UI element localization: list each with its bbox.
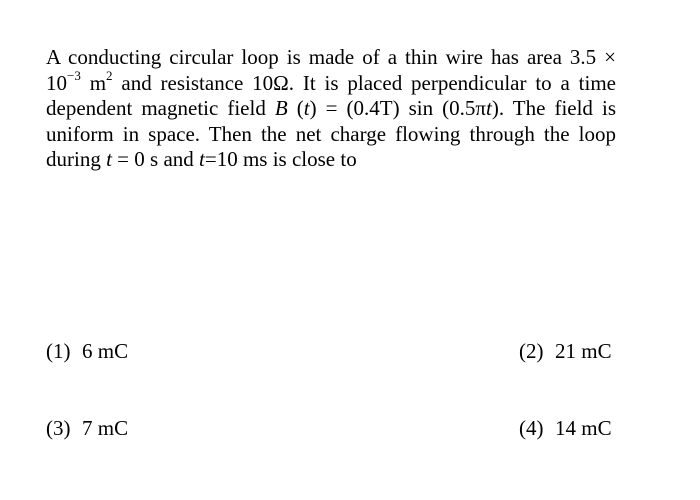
option-number: (3) bbox=[46, 416, 71, 440]
question-text-segment: = 0 s and bbox=[111, 147, 200, 171]
option-text: 21 mC bbox=[555, 339, 612, 363]
option-3[interactable] bbox=[46, 415, 128, 441]
option-text: 14 mC bbox=[555, 416, 612, 440]
question-text-segment: =10 ms is close to bbox=[204, 147, 357, 171]
option-number: (4) bbox=[519, 416, 544, 440]
variable-b: B bbox=[274, 96, 288, 120]
question-text-segment: A conducting circular loop is made of a thin wire has area 3.5 × 10 bbox=[46, 45, 616, 95]
question-text-segment: ). The field is uniform in space. Then the net charge flowing through the loop during bbox=[46, 96, 616, 171]
question-text-segment: ) = (0.4T) sin (0.5π bbox=[309, 96, 487, 120]
question-paragraph bbox=[46, 45, 616, 173]
variable-t: t bbox=[106, 147, 112, 171]
question-text-segment: ( bbox=[287, 96, 304, 120]
variable-t: t bbox=[199, 147, 205, 171]
option-2[interactable] bbox=[519, 338, 612, 364]
option-text: 7 mC bbox=[82, 416, 129, 440]
option-number: (2) bbox=[519, 339, 544, 363]
variable-t: t bbox=[486, 96, 492, 120]
variable-t: t bbox=[303, 96, 310, 120]
exponent: −3 bbox=[67, 67, 81, 83]
question-text bbox=[46, 45, 616, 173]
question-text-segment: and resistance 10Ω. It is placed perpendicular to a time dependent magnetic field bbox=[46, 70, 616, 120]
option-text: 6 mC bbox=[82, 339, 129, 363]
option-number: (1) bbox=[46, 339, 71, 363]
option-1[interactable] bbox=[46, 338, 128, 364]
exponent: 2 bbox=[106, 67, 113, 83]
option-4[interactable] bbox=[519, 415, 612, 441]
question-text-segment: m bbox=[80, 70, 107, 95]
